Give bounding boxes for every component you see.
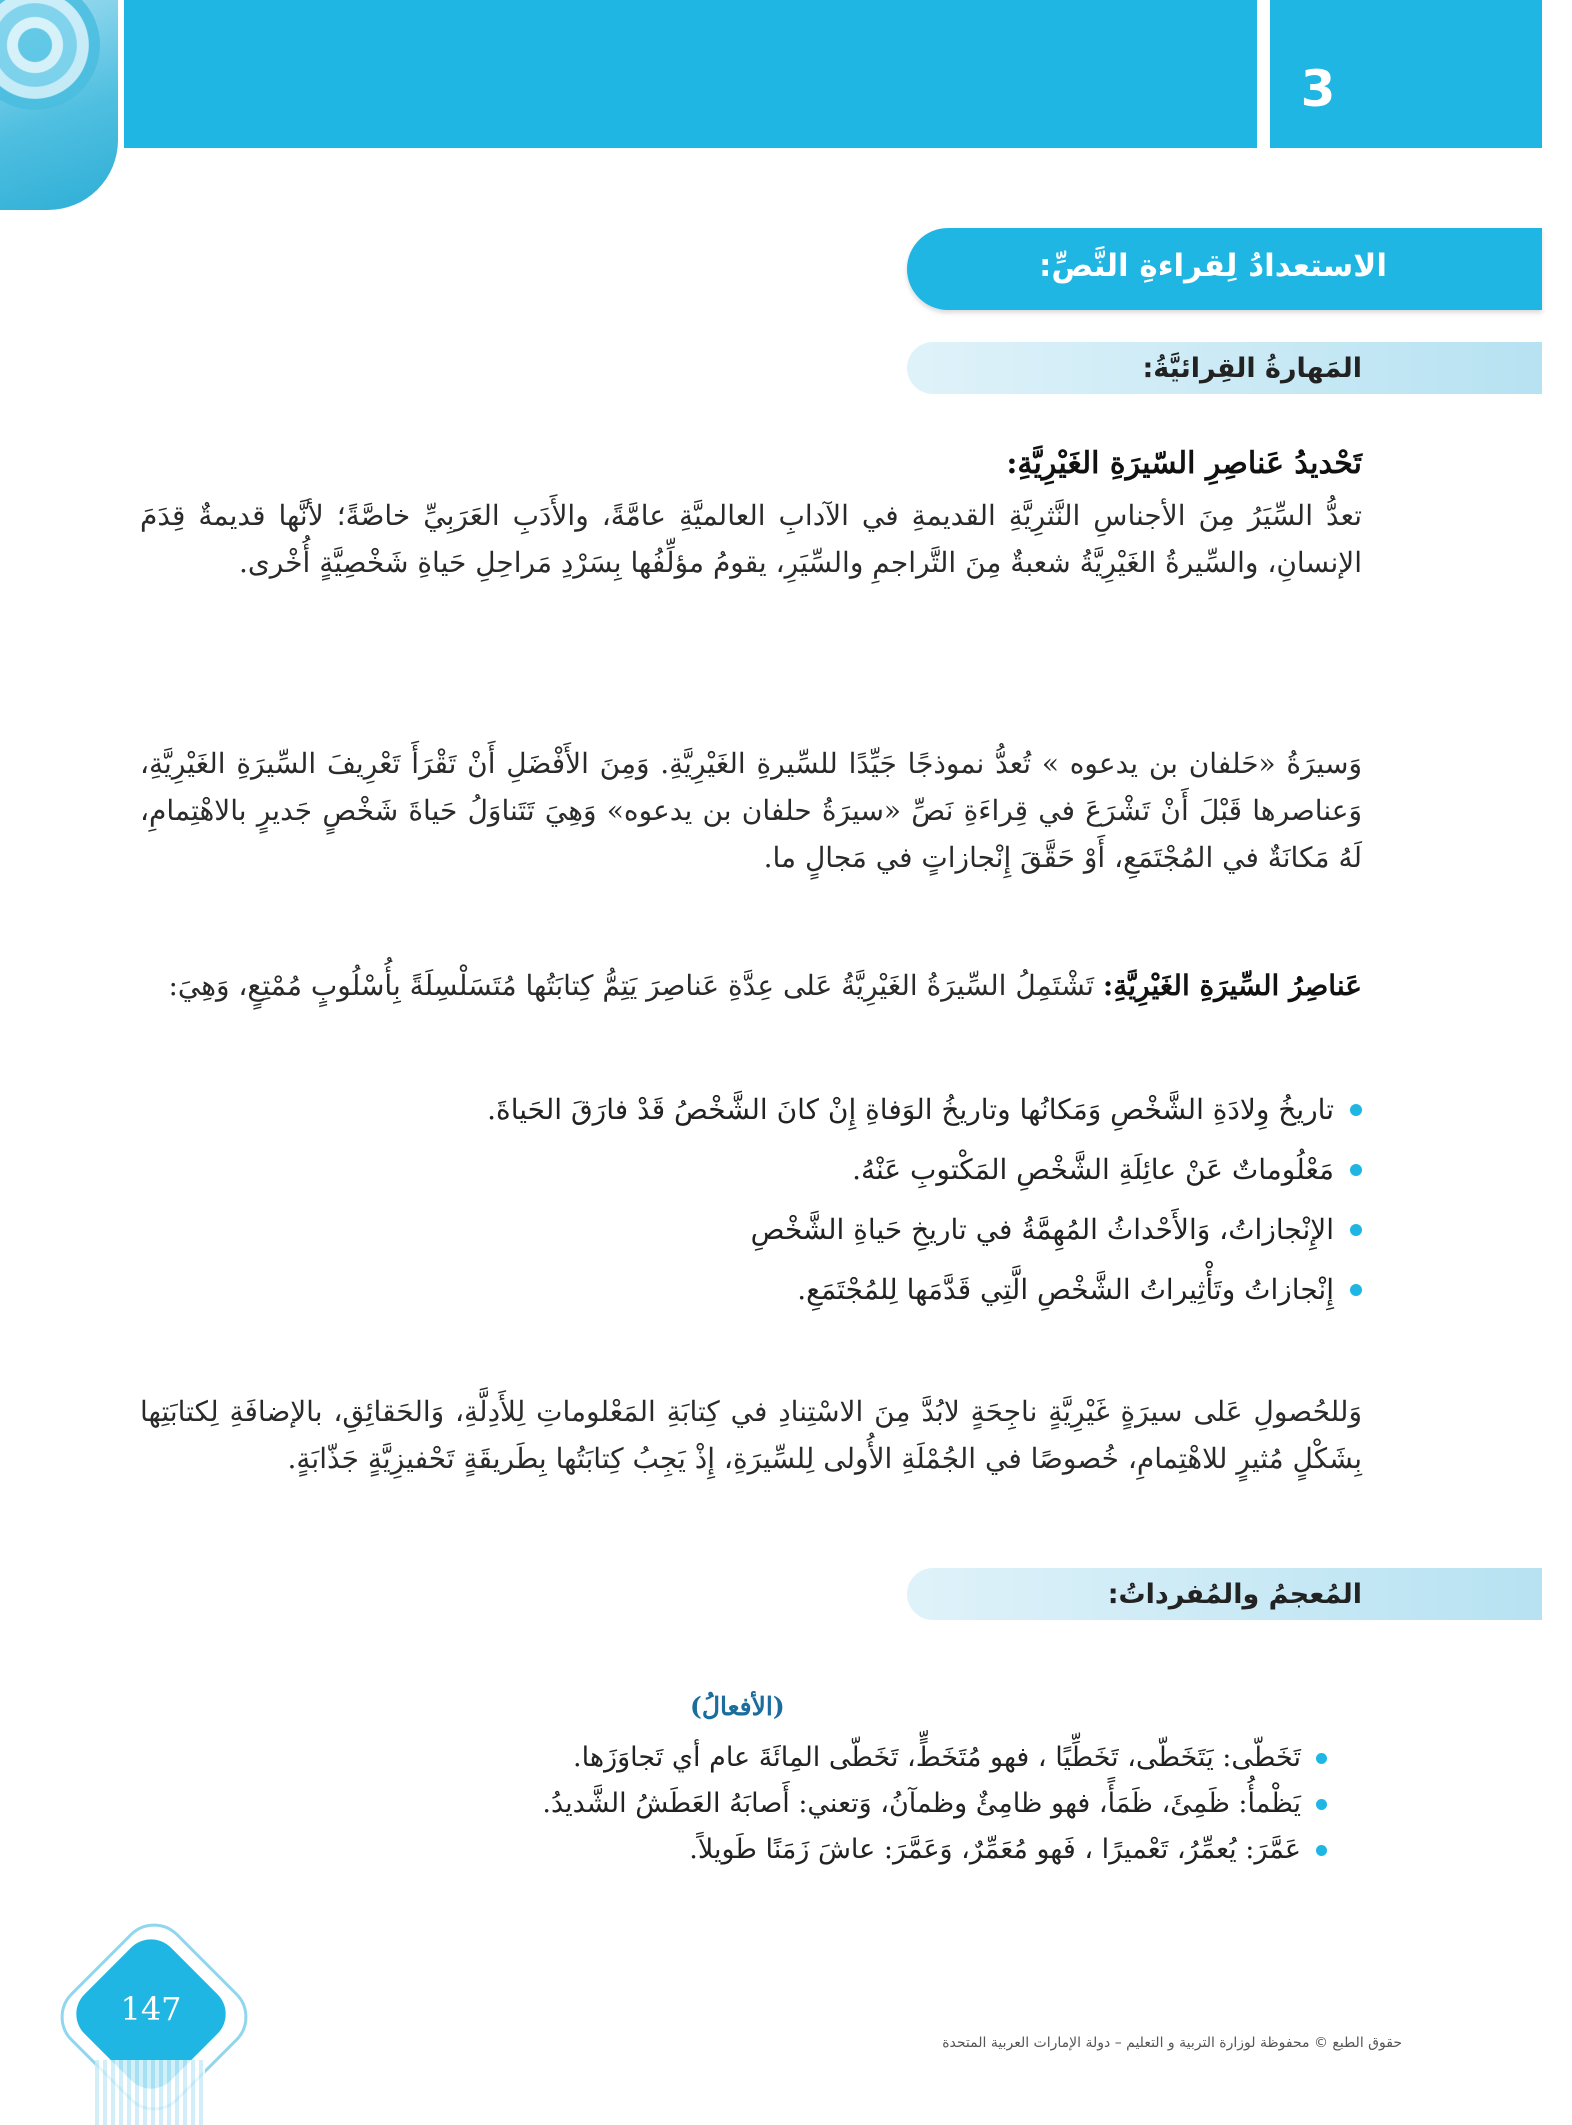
bullet-icon [1316,1845,1327,1856]
bullet-icon [1316,1753,1327,1764]
flower-ornament-icon [0,0,100,110]
list-item: تاريخُ وِلادَةِ الشَّخْصِ وَمَكانُها وتاريخُ الوَفاةِ إِنْ كانَ الشَّخْصُ قَدْ فارَقَ الحَياةَ. [487,1080,1362,1140]
page-number: 147 [120,1990,182,2028]
header-divider [1257,0,1270,148]
elements-list [487,1080,1362,1320]
list-item: إِنْجازاتُ وتَأْثِيراتُ الشَّخْصِ الَّتِي قَدَّمَها لِلمُجْتَمَعِ. [487,1260,1362,1320]
list-item: يَظْمأُ: ظَمِئَ، ظَمَأً، فهو ظامِئٌ وظمآنُ، وَتعني: أَصابَهُ العَطَشُ الشَّديدُ. [542,1781,1327,1827]
corner-decoration [0,0,118,210]
verbs-heading: (الأفعالُ) [690,1692,785,1721]
list-item: عَمَّرَ: يُعمِّرُ، تَعْميرًا ، فَهو مُعَمِّرٌ، وَعَمَّرَ: عاشَ زَمَنًا طَويلاً. [542,1827,1327,1873]
chapter-number: 3 [1300,60,1336,118]
bullet-icon [1350,1284,1362,1296]
conclusion-paragraph: وَللحُصولِ عَلى سيرَةٍ غَيْرِيَّةٍ ناجِحَةٍ لابُدَّ مِنَ الاسْتِنادِ في كِتابَةِ المَعْلوماتِ لِلأَدِلَّةِ، وَالحَقائِقِ، بالإضافَةِ لِكتابَتِها بِشَكْلٍ مُثيرٍ للاهْتِمامِ، خُصوصًا في الجُمْلَةِ الأُولى لِلسِّيرَةِ، إِذْ يَجِبُ كِتابَتُها بِطَريقَةٍ تَحْفيزِيَّةٍ جَذّابَةٍ. [140,1395,1362,1475]
bullet-icon [1350,1164,1362,1176]
bullet-icon [1350,1224,1362,1236]
identify-elements-heading: تَحْديدُ عَناصِرِ السّيرَةِ الغَيْرِيَّةِ: [1006,446,1362,481]
reading-skill-label: المَهارةُ القِرائيَّةُ: [1142,353,1362,384]
badge-drip-decoration [95,2060,205,2125]
main-title: الاستعدادُ لِقراءةِ النَّصِّ: [1039,248,1387,284]
bullet-icon [1350,1104,1362,1116]
header-banner [124,0,1257,148]
list-item: مَعْلُوماتٌ عَنْ عائِلَةِ الشَّخْصِ المَكْتوبِ عَنْهُ. [487,1140,1362,1200]
vocabulary-label: المُعجمُ والمُفرداتُ: [1107,1579,1362,1610]
list-item: الإِنْجازاتُ، وَالأَحْداثُ المُهِمَّةُ في تاريخِ حَياةِ الشَّخْصِ [487,1200,1362,1260]
elements-heading: عَناصِرُ السِّيرَةِ الغَيْرِيَّةِ: [1102,969,1362,1002]
copyright-notice: حقوق الطبع © محفوظة لوزارة التربية و التعليم – دولة الإمارات العربية المتحدة [942,2035,1402,2051]
elements-paragraph [140,962,1362,1009]
verbs-list [542,1735,1327,1873]
intro-paragraph: تعدُّ السِّيَرُ مِنَ الأجناسِ النَّثرِيَّةِ القديمةِ في الآدابِ العالميَّةِ عامَّةً، والأَدَبِ العَرَبِيِّ خاصَّةً؛ لأنَّها قديمةٌ قِدَمَ الإنسانِ، والسِّيرةُ الغَيْرِيَّةُ شعبةٌ مِنَ التَّراجمِ والسِّيَرِ، يقومُ مؤلِّفُها بِسَرْدِ مَراحِلِ حَياةِ شَخْصِيَّةٍ أُخْرى. [140,499,1362,579]
elements-intro: تَشْتَمِلُ السِّيرَةُ الغَيْرِيَّةُ عَلى عِدَّةِ عَناصِرَ يَتِمُّ كِتابَتُها مُتَسَلْسِلَةً بِأُسْلُوبٍ مُمْتِعٍ، وَهِيَ: [168,969,1094,1002]
example-paragraph: وَسيرَةُ «حَلفان بن يدعوه » تُعدُّ نموذجًا جَيِّدًا للسِّيرةِ الغَيْرِيَّةِ. وَمِنَ الأَفْضَلِ أَنْ تَقْرَأَ تَعْرِيفَ السِّيرَةِ الغَيْرِيَّةِ، وَعناصرها قَبْلَ أَنْ تَشْرَعَ في قِراءَةِ نَصِّ «سيرَةُ حلفان بن يدعوه» وَهِيَ تَتَناوَلُ حَياةَ شَخْصٍ جَديرٍ بالاهْتِمامِ، لَهُ مَكانَةٌ في المُجْتَمَعِ، أَوْ حَقَّقَ إِنْجازاتٍ في مَجالٍ ما. [140,747,1362,874]
list-item: تَخَطّى: يَتَخَطّى، تَخَطِّيًا ، فهو مُتَخَطٍّ، تَخَطّى المِائَةَ عام أي تَجاوَزَها. [542,1735,1327,1781]
bullet-icon [1316,1799,1327,1810]
